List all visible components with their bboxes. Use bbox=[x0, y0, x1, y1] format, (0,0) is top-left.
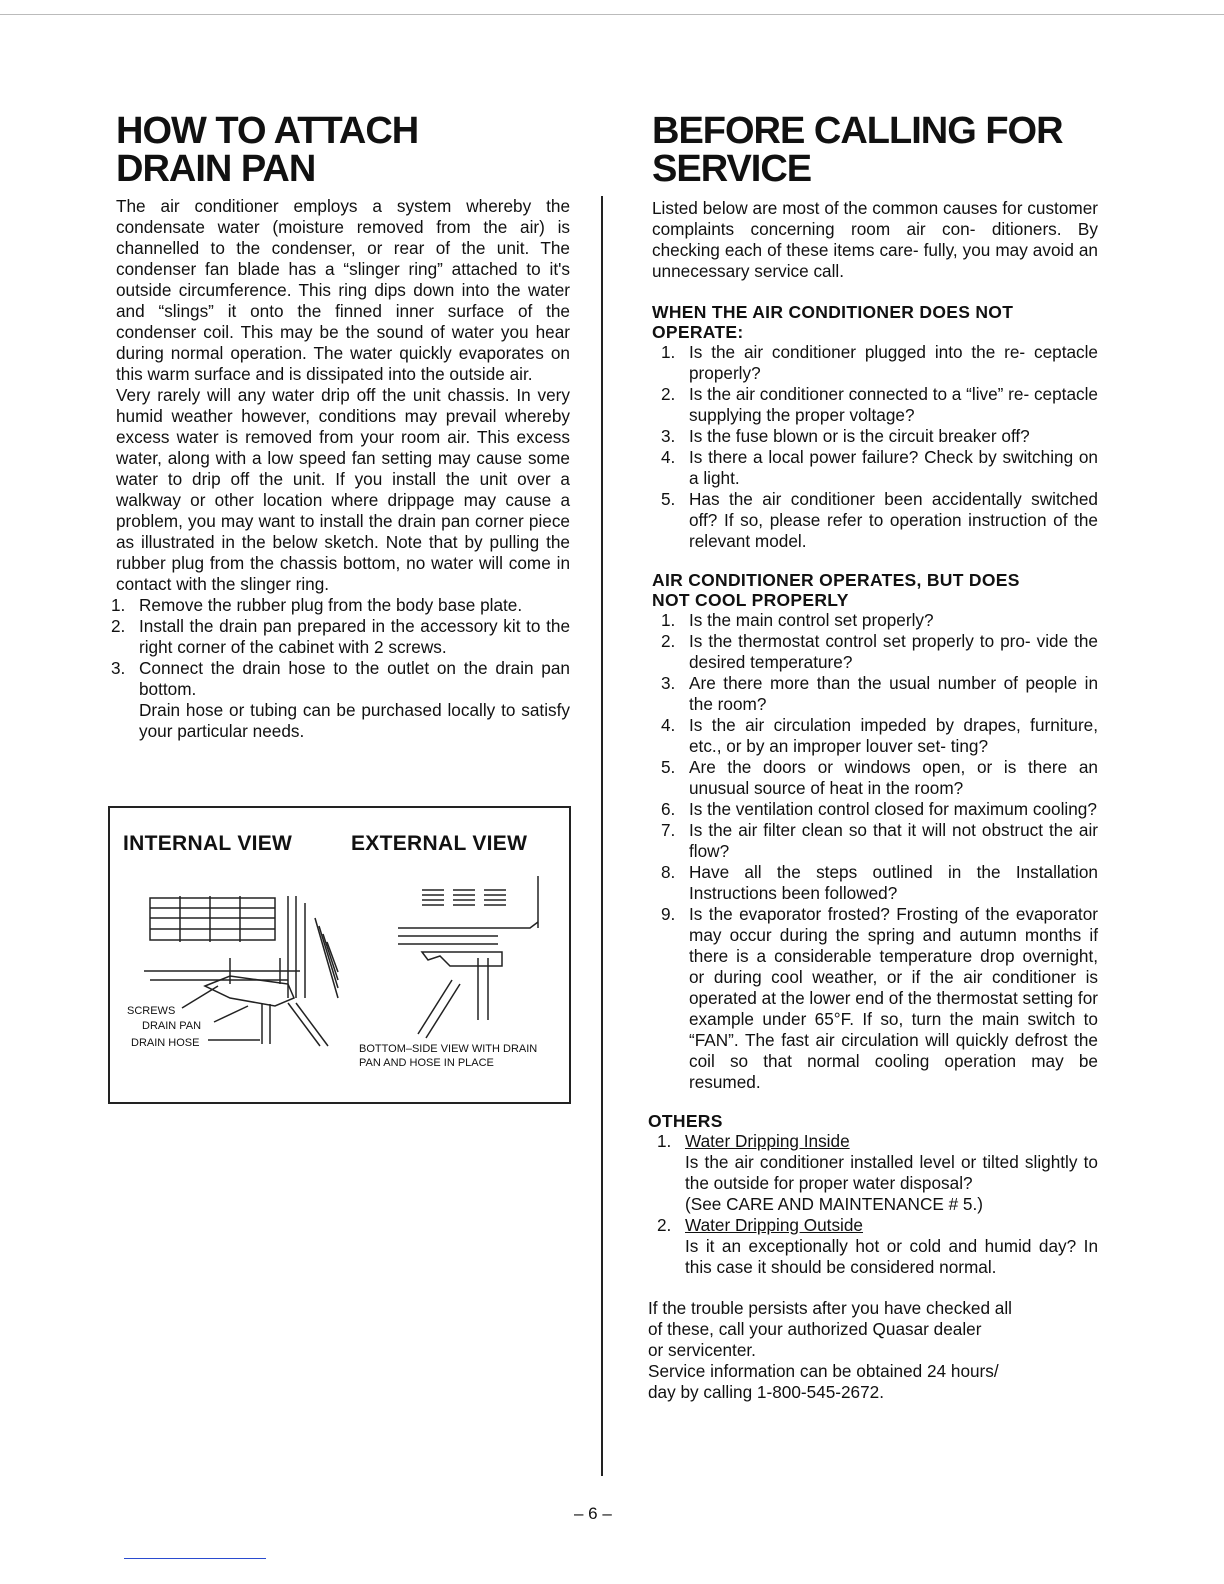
list-item: 1. Remove the rubber plug from the body base plate. bbox=[111, 595, 523, 615]
list-item: 5. Are the doors or windows open, or is there an unusual source of heat in the room? bbox=[661, 757, 1098, 798]
figure-caption: BOTTOM–SIDE VIEW WITH DRAIN PAN AND HOSE IN PLACE bbox=[359, 1043, 538, 1069]
bottom-rule bbox=[124, 1558, 266, 1559]
list-item: 5. Has the air conditioner been accidentally switched off? If so, please refer to operation instruction of the relevant model. bbox=[661, 489, 1098, 551]
column-divider bbox=[601, 196, 603, 1476]
list-item: 2. Is the air conditioner connected to a “live” re- ceptacle supplying the proper voltage? bbox=[661, 384, 1098, 425]
list-item: 2. Is the thermostat control set properly to pro- vide the desired temperature? bbox=[661, 631, 1098, 672]
closing-text: If the trouble persists after you have checked all of these, call your authorized Quasar dealer or servicenter. Service information can be obtained 24 hours/ day by calling 1-800-545-2672. bbox=[648, 1298, 1013, 1402]
section-not-operate-heading: WHEN THE AIR CONDITIONER DOES NOT OPERATE: bbox=[652, 302, 1014, 342]
label-drain-pan: DRAIN PAN bbox=[142, 1020, 202, 1032]
others-list bbox=[648, 1131, 1098, 1278]
others-heading: OTHERS bbox=[648, 1111, 723, 1131]
list-item: 6. Is the ventilation control closed for maximum cooling? bbox=[661, 799, 1097, 819]
list-item: 3. Connect the drain hose to the outlet on the drain pan bottom. Drain hose or tubing can be purchased locally to satisfy your particular needs. bbox=[111, 658, 570, 741]
list-item: 3. Are there more than the usual number of people in the room? bbox=[661, 673, 1098, 714]
not-cool-list bbox=[652, 610, 1098, 1093]
drain-pan-steps bbox=[102, 595, 570, 742]
drain-pan-paragraph-2: Very rarely will any water drip off the unit chassis. In very humid weather however, conditions may prevail whereby excess water is removed from your room air. This excess water, along with a low speed fan setting may cause some water to drip off the unit. If you install the unit over a walkway or other location where drippage may cause a problem, you may want to install the drain pan corner piece as illustrated in the below sketch. Note that by pulling the rubber plug from the chassis bottom, no water will come in contact with the slinger ring. bbox=[116, 385, 570, 594]
drain-pan-title: HOW TO ATTACH DRAIN PAN bbox=[116, 110, 419, 190]
service-section bbox=[648, 110, 1098, 1403]
drain-pan-section bbox=[111, 110, 570, 742]
list-item: 4. Is there a local power failure? Check by switching on a light. bbox=[661, 447, 1098, 488]
top-rule bbox=[0, 14, 1224, 15]
list-item: 1. Is the main control set properly? bbox=[661, 610, 934, 630]
internal-view-title: INTERNAL VIEW bbox=[123, 832, 293, 855]
list-item: 8. Have all the steps outlined in the Installation Instructions been followed? bbox=[661, 862, 1098, 903]
not-operate-list bbox=[652, 342, 1098, 552]
label-drain-hose: DRAIN HOSE bbox=[131, 1037, 200, 1049]
external-view-title: EXTERNAL VIEW bbox=[351, 832, 528, 855]
drain-pan-figure bbox=[108, 806, 571, 1104]
service-intro: Listed below are most of the common causes for customer complaints concerning room air con- ditioners. By checking each of these items care- fully, you may avoid an unnecessary service call. bbox=[652, 198, 1098, 281]
list-item: 1. Water Dripping Inside Is the air conditioner installed level or tilted slightly to the outside for proper water disposal? (See CARE AND MAINTENANCE # 5.) bbox=[657, 1131, 1098, 1214]
list-item: 3. Is the fuse blown or is the circuit breaker off? bbox=[661, 426, 1030, 446]
section-not-cool-heading: AIR CONDITIONER OPERATES, BUT DOES NOT COOL PROPERLY bbox=[652, 570, 1020, 610]
list-item: 4. Is the air circulation impeded by drapes, furniture, etc., or by an improper louver set- ting? bbox=[661, 715, 1098, 756]
list-item: 7. Is the air filter clean so that it will not obstruct the air flow? bbox=[661, 820, 1098, 861]
list-item: 2. Install the drain pan prepared in the accessory kit to the right corner of the cabinet with 2 screws. bbox=[111, 616, 570, 657]
list-item: 1. Is the air conditioner plugged into the re- ceptacle properly? bbox=[661, 342, 1098, 383]
drain-pan-paragraph-1: The air conditioner employs a system whereby the condensate water (moisture removed from the air) is channelled to the condenser, or rear of the unit. The condenser fan blade has a “slinger ring” attached to it's outside circumference. This ring dips down into the water and “slings” it onto the finned inner surface of the condenser coil. This may be the sound of water you hear during normal operation. The water quickly evaporates on this warm surface and is dissipated into the outside air. bbox=[116, 196, 570, 384]
list-item: 9. Is the evaporator frosted? Frosting of the evaporator may occur during the spring and autumn months if there is a considerable temperature drop overnight, or during cool weather, or if the air conditioner is operated at the lower end of the thermostat setting for example under 65°F. If so, turn the main switch to “FAN”. The fast air circulation will quickly defrost the coil so that normal cooling operation may be resumed. bbox=[661, 904, 1098, 1092]
list-item: 2. Water Dripping Outside Is it an exceptionally hot or cold and humid day? In this case it should be considered normal. bbox=[657, 1215, 1098, 1277]
label-screws: SCREWS bbox=[127, 1005, 176, 1017]
service-title: BEFORE CALLING FOR SERVICE bbox=[652, 110, 1063, 190]
page-number: – 6 – bbox=[574, 1504, 612, 1523]
